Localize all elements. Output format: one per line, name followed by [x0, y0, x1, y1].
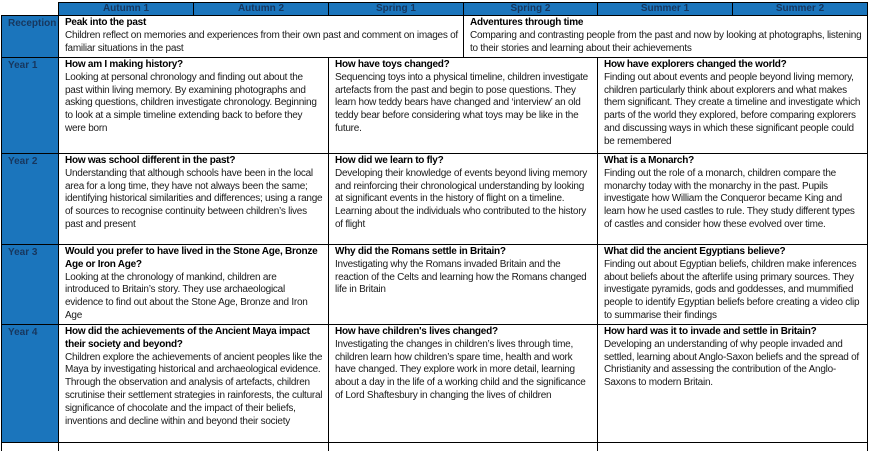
curriculum-cell-year4-autumn [59, 325, 329, 443]
curriculum-cell-year1-spring [329, 58, 598, 154]
term-header-summer1: Summer 1 [598, 3, 733, 16]
table-row-reception [2, 16, 868, 58]
unit-description: Sequencing toys into a physical timeline, children investigate artefacts from the past and begin to pose questions. They learn how teddy bears have changed and ‘interview’ an old teddy bear before considering what toys may be like in the future. [335, 71, 588, 134]
term-header-row [2, 3, 868, 16]
table-row-year4 [2, 325, 868, 443]
unit-description: Children explore the achievements of ancient peoples like the Maya by investigating historical and archaeological evidence. Through the observation and analysis of artefacts, children scrutinise their settlement strategies in rainforests, the cultural significance of chocolate and the impact of their beliefs, inventions and decline within and beyond their society [65, 351, 323, 427]
term-header-spring1: Spring 1 [329, 3, 464, 16]
curriculum-cell-year4-summer [598, 325, 868, 443]
unit-title: How have explorers changed the world? [604, 59, 787, 70]
row-label-year1: Year 1 [2, 58, 59, 154]
curriculum-cell-year3-spring [329, 245, 598, 325]
term-header-spring2: Spring 2 [464, 3, 598, 16]
unit-description: Children reflect on memories and experiences from their own past and comment on images of familiar situations in the past [65, 29, 458, 54]
unit-description: Looking at the chronology of mankind, children are introduced to Britain’s story. They use archaeological evidence to find out about the Stone Age, Bronze and Iron Age [65, 271, 308, 321]
curriculum-cell-year3-summer [598, 245, 868, 325]
curriculum-cell-cutoff-2 [329, 443, 598, 451]
curriculum-cell-reception-1 [59, 16, 464, 58]
curriculum-cell-cutoff-3 [598, 443, 868, 451]
table-row-year2 [2, 154, 868, 245]
curriculum-cell-year4-spring [329, 325, 598, 443]
unit-title: How am I making history? [65, 59, 183, 70]
curriculum-table [1, 2, 868, 451]
row-label-year4: Year 4 [2, 325, 59, 443]
unit-title: Peak into the past [65, 17, 147, 28]
row-label-reception: Reception [2, 16, 59, 58]
unit-description: Finding out the role of a monarch, children compare the monarchy today with the monarchy in the past. Pupils investigate how William the Conqueror became King and learn how he used castles to rule. They study different types of castles and consider how these evolved over time. [604, 167, 855, 230]
unit-description: Understanding that although schools have been in the local area for a long time, they have not always been the same; identifying historical similarities and differences; using a range of sources to recognise continuity between children’s lives past and present [65, 167, 323, 230]
term-header-summer2: Summer 2 [733, 3, 868, 16]
unit-description: Investigating the changes in children’s lives through time, children learn how children’s spare time, health and work have changed. They explore work in more detail, learning about a day in the life of a working child and the significance of Lord Shaftesbury in changing the lives of children [335, 338, 586, 401]
unit-title: How did we learn to fly? [335, 155, 444, 166]
unit-title: Why did the Romans settle in Britain? [335, 246, 506, 257]
corner-cell [2, 3, 59, 16]
unit-title: How did the achievements of the Ancient Maya impact their society and beyond? [65, 326, 310, 350]
table-row-cutoff [2, 443, 868, 451]
row-label-year3: Year 3 [2, 245, 59, 325]
unit-title: Adventures through time [470, 17, 584, 28]
row-label-year2: Year 2 [2, 154, 59, 245]
unit-description: Developing their knowledge of events beyond living memory and reinforcing their chronological understanding by looking at significant events in the history of flight on a timeline. Learning about the individuals who contributed to the history of flight [335, 167, 588, 230]
unit-title: What did the ancient Egyptians believe? [604, 246, 786, 257]
table-row-year1 [2, 58, 868, 154]
unit-description: Finding out about Egyptian beliefs, children make inferences about beliefs about the afterlife using primary sources. They investigate pyramids, gods and goddesses, and mummified people to identify Egyptian beliefs before creating a video clip to summarise their findings [604, 258, 860, 321]
curriculum-cell-reception-2 [464, 16, 868, 58]
term-header-autumn1: Autumn 1 [59, 3, 194, 16]
curriculum-cell-year2-summer [598, 154, 868, 245]
curriculum-cell-year1-autumn [59, 58, 329, 154]
unit-description: Looking at personal chronology and finding out about the past within living memory. By examining photographs and asking questions, children investigate chronology. Beginning to look at a simple timeline extending back to before they were born [65, 71, 317, 134]
unit-description: Developing an understanding of why people invaded and settled, learning about Anglo-Saxon beliefs and the spread of Christianity and assessing the contribution of the Anglo-Saxons to modern Britain. [604, 338, 859, 389]
unit-title: Would you prefer to have lived in the Stone Age, Bronze Age or Iron Age? [65, 246, 318, 270]
curriculum-cell-year2-spring [329, 154, 598, 245]
unit-description: Investigating why the Romans invaded Britain and the reaction of the Celts and learning how the Romans changed life in Britain [335, 258, 587, 296]
curriculum-cell-year2-autumn [59, 154, 329, 245]
unit-description: Comparing and contrasting people from the past and now by looking at photographs, listening to their stories and learning about their achievements [470, 29, 862, 54]
curriculum-cell-year3-autumn [59, 245, 329, 325]
row-label-cutoff [2, 443, 59, 451]
unit-title: How have children's lives changed? [335, 326, 498, 337]
unit-title: How was school different in the past? [65, 155, 236, 166]
unit-title: How have toys changed? [335, 59, 450, 70]
table-row-year3 [2, 245, 868, 325]
unit-title: What is a Monarch? [604, 155, 694, 166]
curriculum-cell-cutoff-1 [59, 443, 329, 451]
curriculum-cell-year1-summer [598, 58, 868, 154]
term-header-autumn2: Autumn 2 [194, 3, 329, 16]
unit-description: Finding out about events and people beyond living memory, children particularly think about explorers and what makes them significant. They create a timeline and investigate which parts of the world they explored, before comparing explorers and discussing ways in which these significant people could be remembered [604, 71, 861, 147]
unit-title: How hard was it to invade and settle in Britain? [604, 326, 817, 337]
